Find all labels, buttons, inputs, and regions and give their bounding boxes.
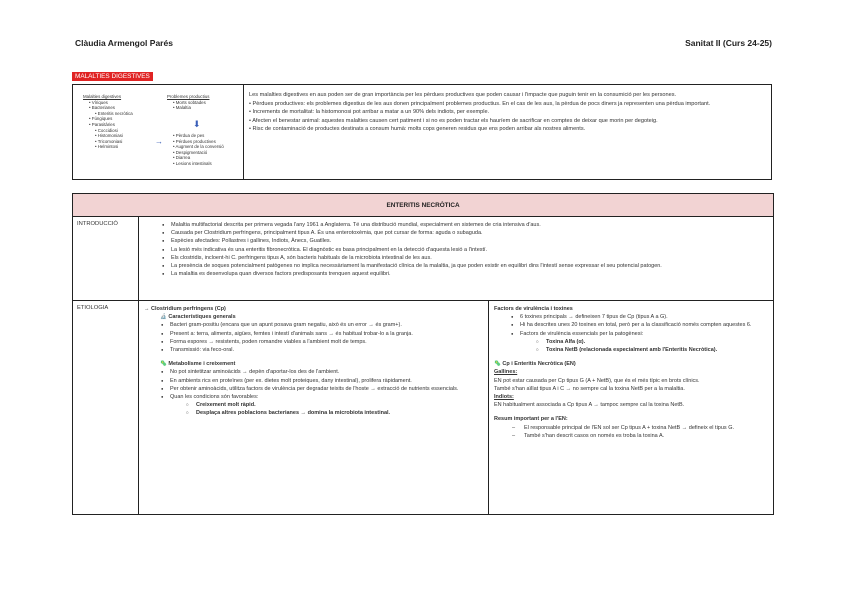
list-item: ● Causada per Clostridium perfringens, principalment tipus A. És una enterotoxèmia, que pot cursar de forma: aguda o subaguda. [145,229,767,237]
diagram-item: • Histomoniasi [95,133,123,139]
arrow-down-icon: ⬇ [193,119,201,129]
diagram-effects-list [167,133,239,167]
virulence-list [494,313,768,354]
diagram-item: • Bacterianes [89,105,115,111]
cp-en-heading: 🦠 Cp i Enteritis Necròtica (EN) [494,361,576,368]
diagram-item: • Diarrea [173,155,191,161]
diagram-item: Problemes productius [167,94,210,99]
list-item: ● Hi ha descrites unes 20 toxines en total, però per a la classificació només compten aquestes 6. [494,321,768,329]
gallines-text: EN pot estar causada per Cp tipus G (A + NetB), que és el més típic en brots clínics. [494,377,700,384]
gallines-label: Gallines: [494,369,518,376]
metabolism-list [144,368,483,417]
list-item: ● Factors de virulència essencials per la patogènesi: [494,330,768,338]
summary-divider [243,85,244,179]
diagram-disease-list [83,94,157,150]
subheading: 🦠 Metabolisme i creixement [160,361,236,368]
intro-content [139,217,774,301]
list-item: ● En ambients rics en proteïnes (per ex. dietes molt proteiques, dany intestinal), prolifera ràpidament. [144,377,483,385]
author-name: Clàudia Armengol Parés [75,38,173,48]
indiots-label: Indiots: [494,394,514,401]
list-item: ○ Creixement molt ràpid. [144,401,483,409]
list-item: ● Forma espores → resistents, poden romandre viables a l'ambient molt de temps. [144,338,483,346]
resum-list [494,424,768,440]
summary-box [72,84,772,180]
list-item: – El responsable principal de l'EN sol ser Cp tipus A + toxina NetB → defineix el tipus G. [494,424,768,432]
diagram-item: • Lesions intestinals [173,160,212,166]
gallines-text: També s'han aïllat tipus A i C → no sempre cal la toxina NetB per a la malaltia. [494,385,685,392]
list-item: ● Transmissió: via feco-oral. [144,346,483,354]
virulence-heading: Factors de virulència i toxines [494,306,573,312]
list-item: ● La malaltia es desenvolupa quan diversos factors predisposants trenquen aquest equilibri. [145,270,767,278]
list-item: ○ Toxina Alfa (α). [494,338,768,346]
resum-heading: Resum important per a l'EN: [494,416,568,423]
list-item: – També s'han descrit casos on només es troba la toxina A. [494,432,768,440]
list-item: ● La lesió més indicativa és una enteritis fibronecròtica. El diagnòstic es basa principalment en la detecció d'aquesta lesió a l'intestí. [145,246,767,254]
diagram-item: • Malaltia [173,105,191,111]
summary-paragraph: Les malalties digestives en aus poden ser de gran importància per les pèrdues productives que poden causar i l'impacte que puguin tenir en la consumició per les persones. [249,92,677,98]
diagram-item: • Coccidiosi [95,127,118,133]
arrow-right-icon: → [155,137,163,146]
course-title: Sanitat II (Curs 24-25) [685,38,772,48]
diagram-item: • Pérdues productives [173,138,216,144]
list-item: ● La presència de soques potencialment patògenes no implica necessàriament la manifestació clínica de la malaltia, ja que poden existir en equilibri dins l'intestí sense expressar el seu potencial patogen. [145,262,767,270]
diagram-item: • Parasitàries [89,121,115,127]
etio-label: ETIOLOGIA [73,301,139,515]
diagram-item: • Fúngiques [89,116,113,122]
list-item: ● Malaltia multifactorial descrita per primera vegada l'any 1961 a Anglaterra. Té una distribució mundial, especialment en sistemes de cria intensiva d'aus. [145,221,767,229]
intro-label: INTRODUCCIÓ [73,217,139,301]
etio-right-content [489,301,774,515]
list-item: ● 6 toxines principals → defineixen 7 tipus de Cp (tipus A a G). [494,313,768,321]
summary-paragraph: • Pèrdues productives: els problemes digestius de les aus donen principalment problemes productius. En el cas de les aus, la pèrdua de pocs diners ja representen una pèrdua important. [249,100,711,107]
diagram-item: • Morts sobtades [173,99,206,105]
diagram-item: Malalties digestives [83,94,122,99]
diagram-item: • Augment de la conversió [173,144,224,150]
diagram-problems-list [167,94,239,111]
concept-diagram [79,91,239,175]
list-item: ● Present a: terra, aliments, aigües, femtes i intestí d'animals sans → és habitual trobar-lo a la granja. [144,330,483,338]
list-item: ● Quan les condicions són favorables: [144,393,483,401]
list-item: ● Els clostridis, incloent-hi C. perfringens tipus A, són bacteris habituals de la microbiota intestinal de les aus. [145,254,767,262]
diagram-item: • Víriques [89,99,108,105]
subheading: 🔬 Característiques generals [160,314,236,321]
diagram-item: • Helmintosi [95,144,119,150]
list-item: ● Espècies afectades: Pollastres i gallines, Indiots, Ànecs, Guatlles. [145,237,767,245]
table-title: ENTERITIS NECRÒTICA [73,194,774,217]
etio-left-content [139,301,489,515]
list-item: ● Bacteri gram-positiu (encara que un apunt posava gram negatiu, això és un error → és gram+). [144,321,483,329]
summary-paragraph: • Risc de contaminació de productes destinats a consum humà: molts cops generen residus que ens poden arribar als nostres aliments. [249,126,586,133]
summary-paragraph: • Afecten el benestar animal: aquestes malalties causen cert patiment i si no es poden tractar els hauríem de sacrificar en comptes de deixar que morin per degoteig. [249,117,658,124]
list-item: ● No pot sintetitzar aminoàcids → depèn d'aportar-los des de l'ambient. [144,368,483,376]
list-item: ○ Toxina NetB (relacionada especialment amb l'Enteritis Necròtica). [494,346,768,354]
intro-list [145,221,767,278]
diagram-item: • Pèrdua de pes [173,133,205,138]
characteristics-list [144,321,483,354]
section-tag: MALALTIES DIGESTIVES [72,72,153,81]
etio-heading: → Clostridium perfringens (Cp) [144,306,226,312]
indiots-text: EN habitualment associada a Cp tipus A → tampoc sempre cal la toxina NetB. [494,402,685,409]
summary-text [249,91,767,134]
diagram-item: • Despigmentació [173,149,208,155]
diagram-item: • Enteritis necròtica [95,110,133,116]
list-item: ○ Desplaça altres poblacions bacterianes → domina la microbiota intestinal. [144,409,483,417]
summary-paragraph: • Increments de mortalitat: la histomonosi pot arribar a matar a un 90% dels indiots, per exemple. [249,109,490,116]
enteritis-table [72,193,774,515]
diagram-item: • Tricomoniasi [95,138,123,144]
list-item: ● Per obtenir aminoàcids, utilitza factors de virulència per degradar teixits de l'hoste → extracció de nutrients essencials. [144,385,483,393]
